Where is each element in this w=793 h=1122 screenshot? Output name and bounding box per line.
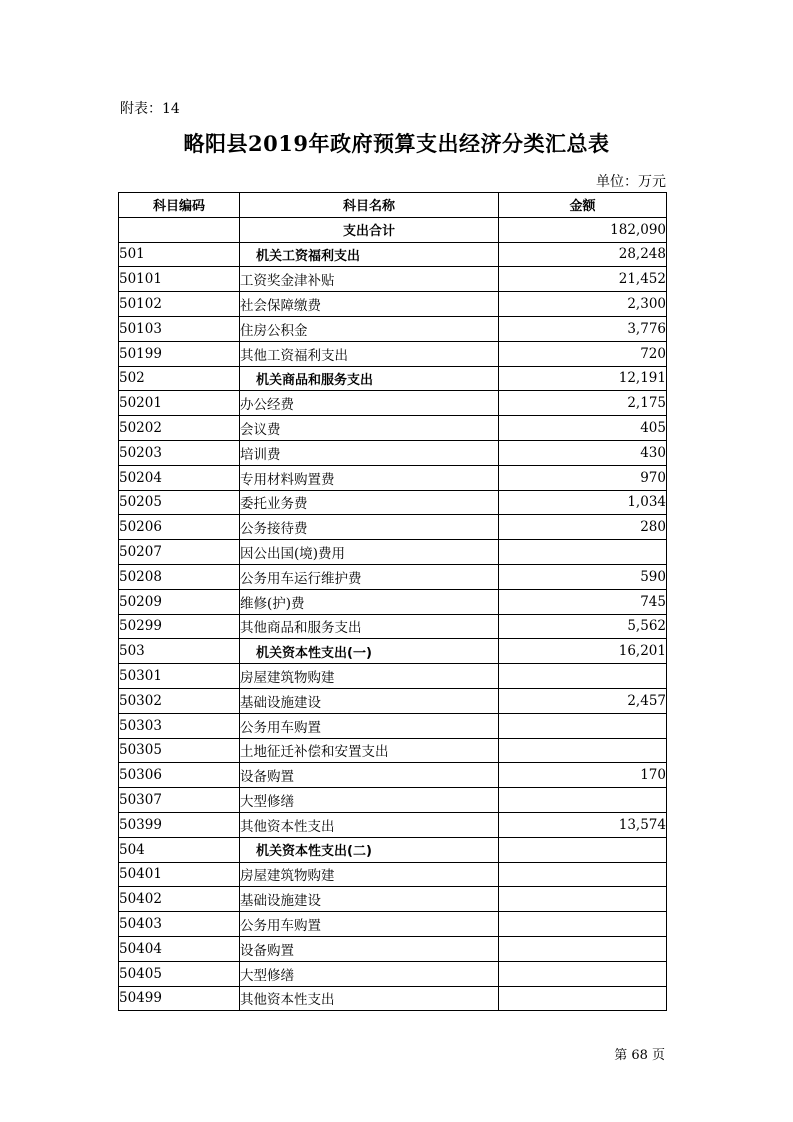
row-name: 大型修缮: [240, 961, 499, 986]
table-row: [119, 936, 667, 961]
header-amount: 金额: [499, 193, 667, 218]
table-row: [119, 639, 667, 664]
table-row: [119, 440, 667, 465]
row-amount: 13,574: [499, 812, 667, 837]
row-name: 专用材料购置费: [240, 465, 499, 490]
row-code: 50403: [119, 912, 240, 937]
row-amount: [499, 837, 667, 862]
table-row: [119, 465, 667, 490]
table-row: [119, 540, 667, 565]
row-amount: [499, 912, 667, 937]
row-name: 机关资本性支出(二): [240, 837, 499, 862]
row-code: 50301: [119, 664, 240, 689]
row-amount: 1,034: [499, 490, 667, 515]
row-name: 房屋建筑物购建: [240, 862, 499, 887]
page-number: 第 68 页: [614, 1048, 665, 1063]
row-amount: [499, 936, 667, 961]
row-amount: 280: [499, 515, 667, 540]
table-row: [119, 664, 667, 689]
row-amount: [499, 738, 667, 763]
row-code: 50399: [119, 812, 240, 837]
row-amount: 16,201: [499, 639, 667, 664]
row-name: 支出合计: [240, 217, 499, 242]
row-code: 50209: [119, 589, 240, 614]
row-name: 其他商品和服务支出: [240, 614, 499, 639]
row-name: 培训费: [240, 440, 499, 465]
page-title: 略阳县2019年政府预算支出经济分类汇总表: [183, 131, 610, 156]
row-name: 公务用车运行维护费: [240, 564, 499, 589]
row-amount: 590: [499, 564, 667, 589]
row-code: 50305: [119, 738, 240, 763]
table-row: [119, 515, 667, 540]
row-code: 50303: [119, 713, 240, 738]
row-code: 50306: [119, 763, 240, 788]
row-code: 50402: [119, 887, 240, 912]
table-row: [119, 341, 667, 366]
row-amount: 405: [499, 416, 667, 441]
row-amount: 3,776: [499, 316, 667, 341]
row-amount: 2,457: [499, 688, 667, 713]
row-amount: 2,300: [499, 292, 667, 317]
row-amount: 12,191: [499, 366, 667, 391]
row-amount: [499, 788, 667, 813]
row-name: 房屋建筑物购建: [240, 664, 499, 689]
row-code: 501: [119, 242, 240, 267]
row-code: 504: [119, 837, 240, 862]
table-row: [119, 887, 667, 912]
budget-table: [118, 192, 667, 1011]
row-amount: 28,248: [499, 242, 667, 267]
row-name: 委托业务费: [240, 490, 499, 515]
header-code: 科目编码: [119, 193, 240, 218]
row-amount: 5,562: [499, 614, 667, 639]
row-amount: [499, 961, 667, 986]
table-row: [119, 763, 667, 788]
row-name: 基础设施建设: [240, 887, 499, 912]
row-code: 50405: [119, 961, 240, 986]
row-name: 基础设施建设: [240, 688, 499, 713]
row-name: 工资奖金津补贴: [240, 267, 499, 292]
row-name: 住房公积金: [240, 316, 499, 341]
row-code: 50101: [119, 267, 240, 292]
row-code: 503: [119, 639, 240, 664]
row-amount: [499, 713, 667, 738]
row-code: 50208: [119, 564, 240, 589]
row-code: [119, 217, 240, 242]
row-name: 公务用车购置: [240, 912, 499, 937]
row-code: 50302: [119, 688, 240, 713]
row-name: 其他资本性支出: [240, 986, 499, 1011]
row-name: 社会保障缴费: [240, 292, 499, 317]
table-row: [119, 837, 667, 862]
table-row: [119, 912, 667, 937]
row-amount: 21,452: [499, 267, 667, 292]
row-name: 设备购置: [240, 763, 499, 788]
row-code: 50204: [119, 465, 240, 490]
row-code: 50401: [119, 862, 240, 887]
row-amount: [499, 887, 667, 912]
row-code: 50299: [119, 614, 240, 639]
table-row: [119, 862, 667, 887]
unit-label: 单位：万元: [596, 174, 666, 190]
row-code: 50103: [119, 316, 240, 341]
row-amount: [499, 986, 667, 1011]
table-header-row: [119, 193, 667, 218]
row-amount: 745: [499, 589, 667, 614]
table-row: [119, 267, 667, 292]
row-code: 50203: [119, 440, 240, 465]
row-name: 其他资本性支出: [240, 812, 499, 837]
table-row: [119, 416, 667, 441]
table-row: [119, 217, 667, 242]
table-row: [119, 961, 667, 986]
row-code: 50206: [119, 515, 240, 540]
table-row: [119, 564, 667, 589]
row-amount: 720: [499, 341, 667, 366]
row-code: 50205: [119, 490, 240, 515]
table-row: [119, 366, 667, 391]
table-row: [119, 713, 667, 738]
row-amount: 182,090: [499, 217, 667, 242]
row-amount: [499, 540, 667, 565]
row-code: 50102: [119, 292, 240, 317]
row-code: 50499: [119, 986, 240, 1011]
row-name: 会议费: [240, 416, 499, 441]
table-row: [119, 316, 667, 341]
row-name: 办公经费: [240, 391, 499, 416]
header-name: 科目名称: [240, 193, 499, 218]
row-name: 设备购置: [240, 936, 499, 961]
table-row: [119, 738, 667, 763]
row-code: 50404: [119, 936, 240, 961]
row-name: 土地征迁补偿和安置支出: [240, 738, 499, 763]
row-name: 公务用车购置: [240, 713, 499, 738]
row-code: 50202: [119, 416, 240, 441]
table-row: [119, 812, 667, 837]
table-row: [119, 688, 667, 713]
row-amount: 2,175: [499, 391, 667, 416]
row-code: 50199: [119, 341, 240, 366]
row-code: 50201: [119, 391, 240, 416]
row-name: 因公出国(境)费用: [240, 540, 499, 565]
table-row: [119, 788, 667, 813]
row-amount: 170: [499, 763, 667, 788]
table-row: [119, 986, 667, 1011]
row-amount: [499, 664, 667, 689]
table-row: [119, 391, 667, 416]
table-row: [119, 490, 667, 515]
row-name: 机关商品和服务支出: [240, 366, 499, 391]
table-body: [119, 217, 667, 1011]
row-name: 机关工资福利支出: [240, 242, 499, 267]
table-row: [119, 242, 667, 267]
row-name: 其他工资福利支出: [240, 341, 499, 366]
row-amount: [499, 862, 667, 887]
row-amount: 430: [499, 440, 667, 465]
table-row: [119, 292, 667, 317]
row-code: 50207: [119, 540, 240, 565]
row-amount: 970: [499, 465, 667, 490]
table-row: [119, 589, 667, 614]
row-name: 机关资本性支出(一): [240, 639, 499, 664]
row-name: 维修(护)费: [240, 589, 499, 614]
row-code: 50307: [119, 788, 240, 813]
row-code: 502: [119, 366, 240, 391]
row-name: 公务接待费: [240, 515, 499, 540]
table-row: [119, 614, 667, 639]
attachment-label: 附表：14: [120, 101, 180, 117]
row-name: 大型修缮: [240, 788, 499, 813]
